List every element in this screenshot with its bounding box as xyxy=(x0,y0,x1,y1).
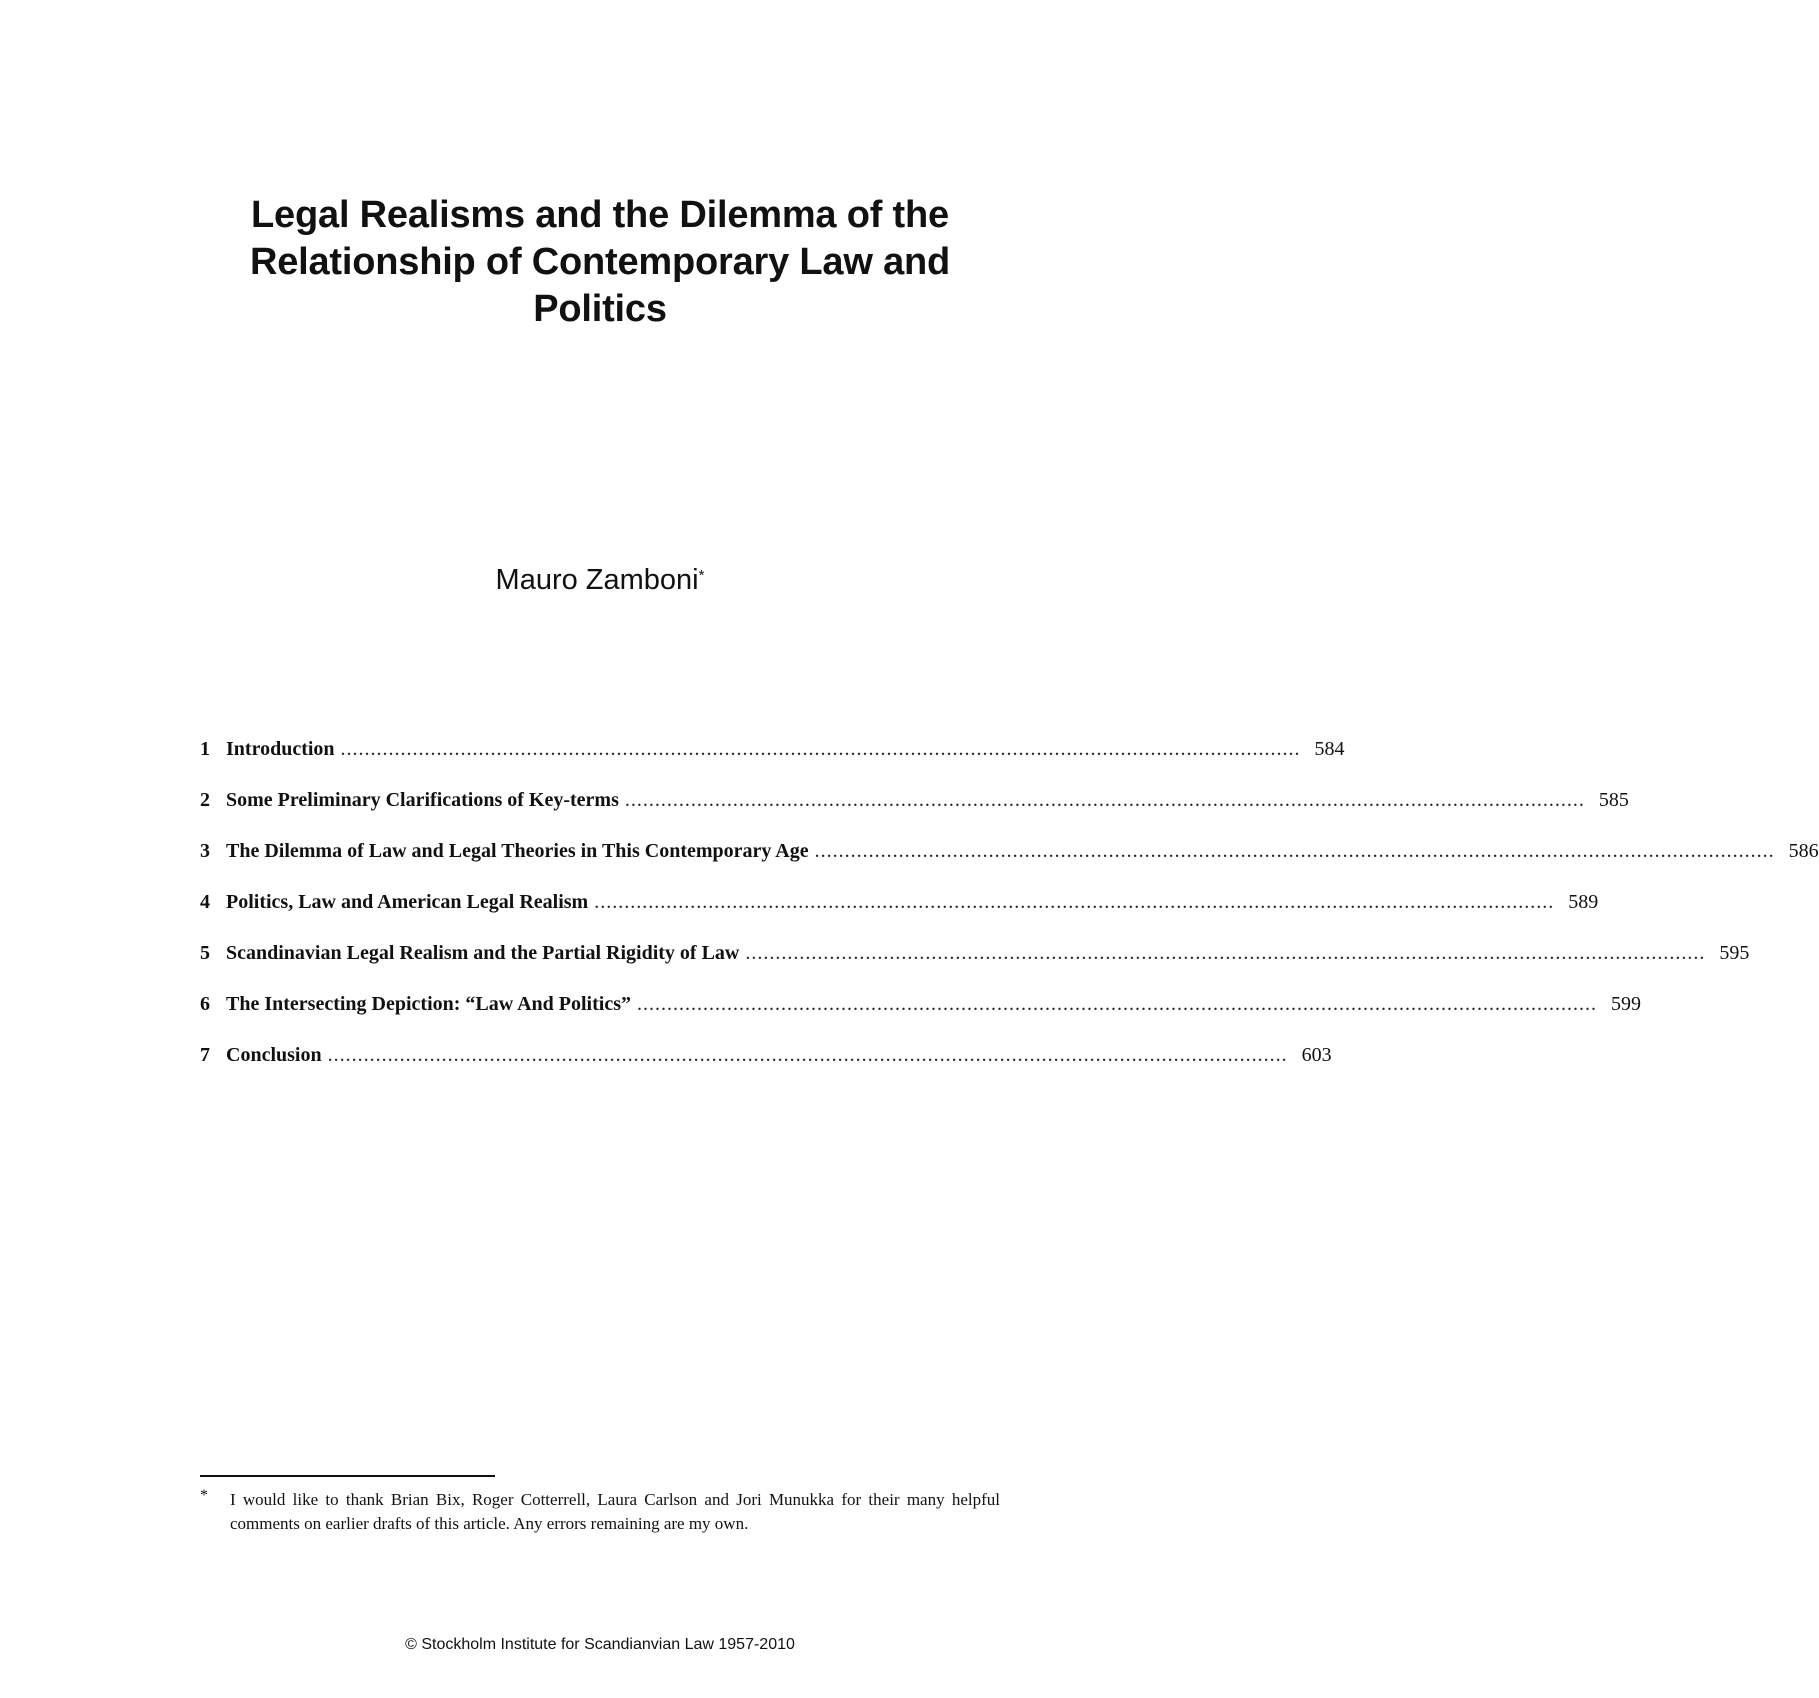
article-title-line: Relationship of Contemporary Law and xyxy=(249,241,951,283)
toc-entry-page: 603 xyxy=(1301,1044,1332,1066)
toc-dot-leader: ................................................................................................................................................................ xyxy=(594,891,1555,913)
toc-entry-title: Scandinavian Legal Realism and the Partial Rigidity of Law xyxy=(226,942,740,964)
article-title xyxy=(200,192,1000,333)
toc-entry-page: 599 xyxy=(1611,993,1641,1015)
toc-entry-number: 6 xyxy=(200,993,210,1015)
toc-entry-number: 2 xyxy=(200,789,210,811)
article-title-line: Politics xyxy=(533,288,667,330)
copyright-notice: © Stockholm Institute for Scandianvian Law 1957-2010 xyxy=(405,1636,795,1653)
footnote-divider xyxy=(200,1475,495,1477)
toc-entry[interactable] xyxy=(200,1044,1332,1095)
toc-dot-leader: ................................................................................................................................................................ xyxy=(340,738,1301,760)
toc-entry-page: 584 xyxy=(1314,738,1345,760)
article-title-line: Legal Realisms and the Dilemma of the xyxy=(251,194,949,236)
toc-dot-leader: ................................................................................................................................................................ xyxy=(637,993,1597,1015)
toc-entry[interactable] xyxy=(200,840,1819,891)
toc-entry-title: The Dilemma of Law and Legal Theories in This Contemporary Age xyxy=(226,840,809,862)
toc-entry-number: 7 xyxy=(200,1044,210,1066)
toc-entry-page: 589 xyxy=(1568,891,1599,913)
toc-entry-title: Politics, Law and American Legal Realism xyxy=(226,891,589,913)
toc-entry[interactable] xyxy=(200,942,1750,993)
footnote-text: I would like to thank Brian Bix, Roger Cotterrell, Laura Carlson and Jori Munukka for their many helpful comments on earlier drafts of this article. Any errors remaining are my own. xyxy=(230,1490,1000,1533)
author-footnote-mark[interactable]: * xyxy=(698,567,705,584)
toc-entry-number: 4 xyxy=(200,891,210,913)
toc-entry-title: Some Preliminary Clarifications of Key-terms xyxy=(226,789,619,811)
toc-entry-page: 595 xyxy=(1719,942,1750,964)
toc-entry[interactable] xyxy=(200,891,1599,942)
table-of-contents xyxy=(200,738,1819,1095)
toc-entry-number: 3 xyxy=(200,840,210,862)
toc-dot-leader: ................................................................................................................................................................ xyxy=(327,1044,1288,1066)
toc-entry[interactable] xyxy=(200,993,1641,1044)
toc-entry-title: Introduction xyxy=(226,738,335,760)
toc-entry[interactable] xyxy=(200,738,1345,789)
toc-entry-title: Conclusion xyxy=(226,1044,322,1066)
author-line xyxy=(200,562,1000,598)
toc-entry[interactable] xyxy=(200,789,1629,840)
toc-entry-title: The Intersecting Depiction: “Law And Politics” xyxy=(226,993,631,1015)
toc-entry-page: 586 xyxy=(1788,840,1819,862)
toc-dot-leader: ................................................................................................................................................................ xyxy=(814,840,1775,862)
toc-dot-leader: ................................................................................................................................................................ xyxy=(745,942,1706,964)
footnote-mark: * xyxy=(200,1487,208,1504)
toc-entry-page: 585 xyxy=(1598,789,1629,811)
toc-dot-leader: ................................................................................................................................................................ xyxy=(624,789,1585,811)
toc-entry-number: 1 xyxy=(200,738,210,760)
footnote xyxy=(200,1488,1000,1536)
author-name: Mauro Zamboni xyxy=(495,564,699,596)
toc-entry-number: 5 xyxy=(200,942,210,964)
